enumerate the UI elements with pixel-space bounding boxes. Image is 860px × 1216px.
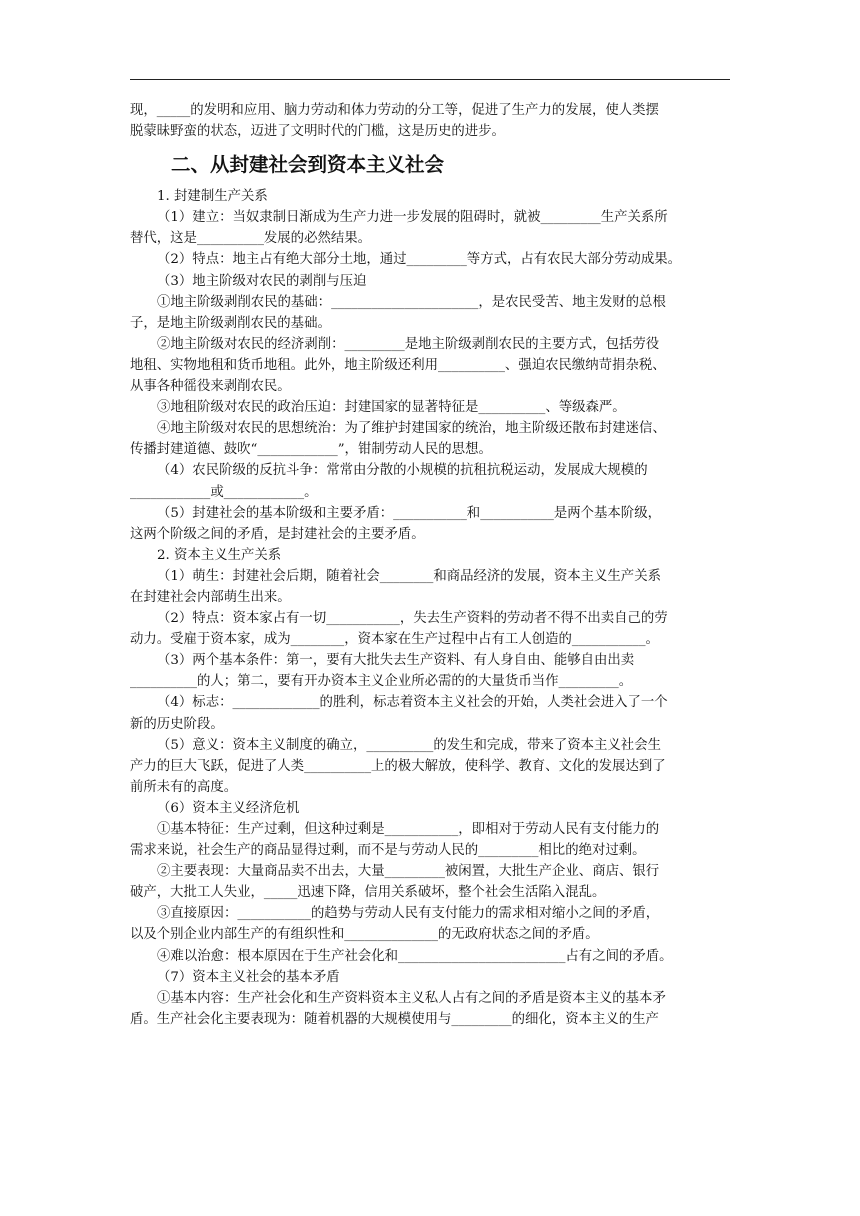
text-line: （2）特点：地主占有绝大部分土地，通过_________等方式，占有农民大部分劳动成果。 [157,252,682,268]
text-line: （2）特点：资本家占有一切___________，失去生产资料的劳动者不得不出卖自己的劳 [157,611,668,627]
text-line: __________的人；第二，要有开办资本主义企业所必需的的大量货币当作_________。 [130,674,633,690]
text-line: 盾。生产社会化主要表现为：随着机器的大规模使用与_________的细化，资本主义的生产 [130,1011,659,1027]
text-line: 以及个别企业内部生产的有组织性和______________的无政府状态之间的矛盾。 [130,927,599,943]
text-line: 前所未有的高度。 [130,779,238,795]
text-line: 传播封建道德、鼓吹“____________”，钳制劳动人民的思想。 [130,442,492,458]
text-line: 脱蒙昧野蛮的状态，迈进了文明时代的门槛，这是历史的进步。 [130,124,505,140]
text-line: （3）地主阶级对农民的剥削与压迫 [157,273,367,289]
text-line: 破产，大批工人失业，_____迅速下降，信用关系破坏，整个社会生活陷入混乱。 [130,885,606,901]
text-line: ①基本特征：生产过剩，但这种过剩是___________，即相对于劳动人民有支付能力的 [157,822,660,837]
text-line: 这两个阶级之间的矛盾，是封建社会的主要矛盾。 [130,526,425,542]
text-line: （1）萌生：封建社会后期，随着社会________和商品经济的发展，资本主义生产关系 [157,568,661,584]
text-line: （1）建立：当奴隶制日渐成为生产力进一步发展的阻碍时，就被_________生产关系所 [157,210,668,226]
text-line: 需求来说，社会生产的商品显得过剩，而不是与劳动人民的_________相比的绝对过剩。 [130,843,646,859]
document-page [130,100,730,1030]
text-line: 替代，这是__________发展的必然结果。 [130,231,372,247]
text-line: ②主要表现：大量商品卖不出去，大量_________被闲置，大批生产企业、商店、银行 [157,864,660,880]
text-line: 现，_____的发明和应用、脑力劳动和体力劳动的分工等，促进了生产力的发展，使人类摆 [130,103,659,118]
text-line: ④地主阶级对农民的思想统治：为了维护封建国家的统治，地主阶级还散布封建迷信、 [157,421,666,437]
text-line: （5）意义：资本主义制度的确立，__________的发生和完成，带来了资本主义社会生 [157,737,661,753]
text-line: 新的历史阶段。 [130,716,224,732]
text-line: ③直接原因：___________的趋势与劳动人民有支付能力的需求相对缩小之间的矛盾， [157,906,660,922]
text-line: 2. 资本主义生产关系 [157,547,282,563]
text-line: 从事各种徭役来剥削农民。 [130,379,291,395]
text-line: ____________或____________。 [130,484,318,500]
text-line: 在封建社会内部萌生出来。 [130,589,291,605]
header-rule [130,79,730,80]
text-line: （3）两个基本条件：第一，要有大批失去生产资料、有人身自由、能够自由出卖 [157,653,635,669]
text-line: 产力的巨大飞跃，促进了人类__________上的极大解放，使科学、教育、文化的发展达到了 [130,758,666,774]
text-line: 动力。受雇于资本家，成为________，资本家在生产过程中占有工人创造的___________。 [130,632,659,648]
text-line: 子，是地主阶级剥削农民的基础。 [130,315,331,331]
text-line: （5）封建社会的基本阶级和主要矛盾：___________和___________是两个基本阶级， [157,505,661,521]
text-line: ④难以治愈：根本原因在于生产社会化和_________________________占有之间的矛盾。 [157,948,673,964]
text-line: （4）农民阶级的反抗斗争：常常由分散的小规模的抗租抗税运动，发展成大规模的 [157,463,648,479]
text-line: ①地主阶级剥削农民的基础：______________________，是农民受苦、地主发财的总根 [157,294,666,310]
text-line: （6）资本主义经济危机 [157,800,300,816]
text-line: （7）资本主义社会的基本矛盾 [157,969,340,985]
text-line: ③地租阶级对农民的政治压迫：封建国家的显著特征是__________、等级森严。 [157,400,626,416]
text-line: ②地主阶级对农民的经济剥削：_________是地主阶级剥削农民的主要方式，包括劳役 [157,336,660,352]
text-line: 地租、实物地租和货币地租。此外，地主阶级还利用__________、强迫农民缴纳苛捐杂税、 [130,357,666,373]
text-line: 1. 封建制生产关系 [157,189,268,205]
text-line: ①基本内容：生产社会化和生产资料资本主义私人占有之间的矛盾是资本主义的基本矛 [157,990,666,1006]
section-heading: 二、从封建社会到资本主义社会 [171,153,445,177]
section-body [130,186,730,1030]
text-line: （4）标志：_____________的胜利，标志着资本主义社会的开始，人类社会进入了一个 [157,695,668,711]
